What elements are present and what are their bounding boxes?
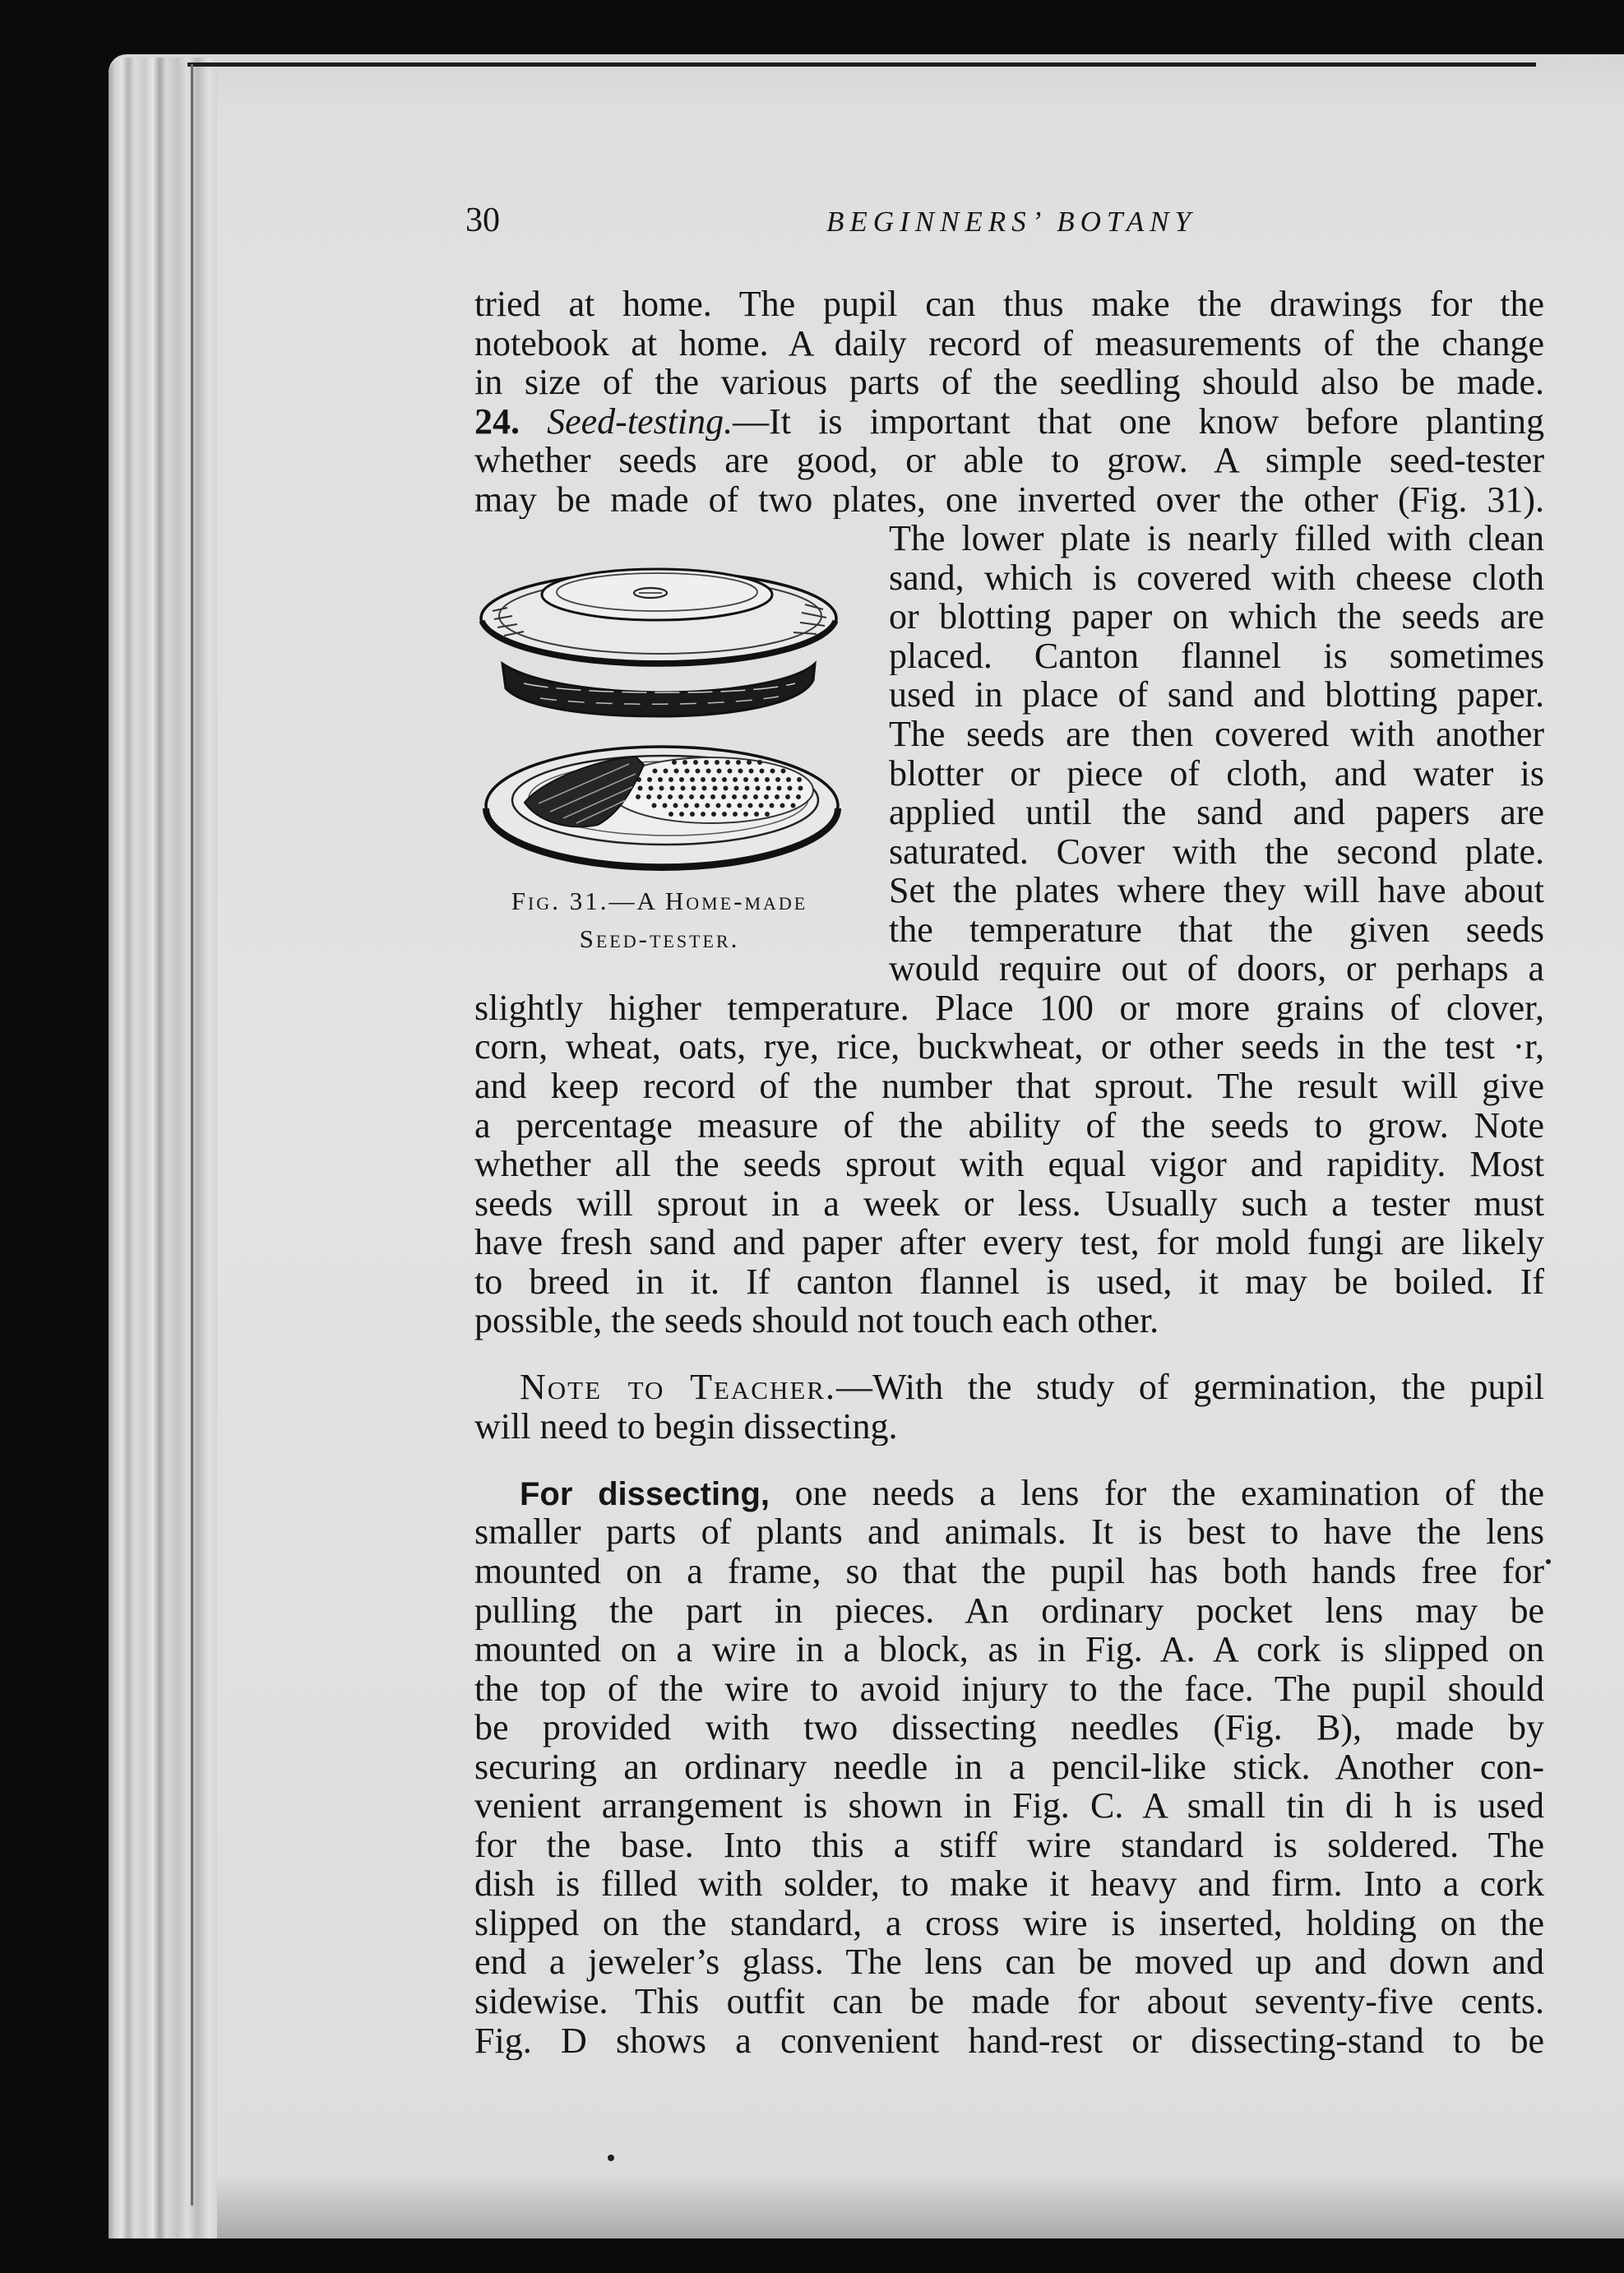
- text-line: and keep record of the number that sprout. The result will give: [474, 1066, 1544, 1106]
- page-stack-edge: [109, 58, 217, 2238]
- text-line: Set the plates where they will have about: [889, 871, 1544, 910]
- text-line: pulling the part in pieces. An ordinary pocket lens may be: [474, 1590, 1544, 1631]
- section-heading-line: [474, 402, 1544, 442]
- text-line: mounted on a wire in a block, as in Fig. A. A cork is slipped on: [474, 1630, 1544, 1669]
- section-number: 24.: [474, 401, 520, 442]
- text-line: corn, wheat, oats, rye, rice, buckwheat, or other seeds in the test ·r,: [474, 1027, 1544, 1067]
- upper-plate: [481, 569, 836, 716]
- page-top-edge: [187, 62, 1536, 67]
- figure-caption: Fig. 31.—A Home-made: [511, 887, 808, 916]
- note-to-teacher-line: [474, 1368, 1544, 1407]
- text-line: smaller parts of plants and animals. It is best to have the lens: [474, 1512, 1544, 1552]
- text-line: sidewise. This outfit can be made for about seventy-five cents.: [474, 1982, 1544, 2021]
- text-line: venient arrangement is shown in Fig. C. A small tin di h is used: [474, 1786, 1544, 1826]
- wrapped-text: [889, 519, 1544, 988]
- text-line: used in place of sand and blotting paper.: [889, 675, 1544, 715]
- text-line: slipped on the standard, a cross wire is inserted, holding on the: [474, 1903, 1544, 1943]
- text-line: placed. Canton flannel is sometimes: [889, 636, 1544, 676]
- text-line: tried at home. The pupil can thus make the drawings for the: [474, 285, 1544, 324]
- text-line: dish is filled with solder, to make it heavy and firm. Into a cork: [474, 1864, 1544, 1904]
- note-first-line-text: —With the study of germination, the pupil: [835, 1368, 1544, 1407]
- dissecting-lead: For dissecting,: [520, 1475, 770, 1512]
- page-edge-line: [191, 64, 193, 2206]
- text-line: The lower plate is nearly filled with clean: [889, 519, 1544, 558]
- text-line: sand, which is covered with cheese cloth: [889, 558, 1544, 598]
- text-line: possible, the seeds should not touch each other.: [474, 1301, 1159, 1340]
- text-line: saturated. Cover with the second plate.: [889, 831, 1544, 872]
- text-line: seeds will sprout in a week or less. Usually such a tester must: [474, 1183, 1544, 1224]
- text-line: notebook at home. A daily record of measurements of the change: [474, 323, 1544, 363]
- body-text: [474, 285, 1544, 2060]
- seed-tester-illustration: [474, 519, 889, 881]
- paragraph-gap: [474, 1340, 1544, 1368]
- text-line: whether seeds are good, or able to grow. A simple seed-tester: [474, 441, 1544, 480]
- text-line: end a jeweler’s glass. The lens can be moved up and down and: [474, 1942, 1544, 1982]
- print-speck: [1546, 1559, 1551, 1564]
- text-line: would require out of doors, or perhaps a: [889, 949, 1544, 988]
- paragraph-gap: [474, 1446, 1544, 1474]
- text-line: mounted on a frame, so that the pupil has both hands free for: [474, 1551, 1544, 1591]
- text-line: blotter or piece of cloth, and water is: [889, 753, 1544, 794]
- dissecting-heading-line: [474, 1474, 1544, 1513]
- text-line: the temperature that the given seeds: [889, 910, 1544, 950]
- text-line: whether all the seeds sprout with equal vigor and rapidity. Most: [474, 1145, 1544, 1184]
- running-title: BEGINNERS’ BOTANY: [826, 206, 1196, 238]
- text-line: have fresh sand and paper after every test, for mold fungi are likely: [474, 1223, 1544, 1262]
- page-number: 30: [465, 201, 500, 239]
- text-line: Fig. D shows a convenient hand-rest or dissecting-stand to be: [474, 2021, 1544, 2061]
- text-line: slightly higher temperature. Place 100 or more grains of clover,: [474, 988, 1544, 1028]
- text-line: The seeds are then covered with another: [889, 715, 1544, 754]
- figure: [474, 519, 889, 988]
- dissecting-first-line-text: one needs a lens for the examination of the: [794, 1473, 1544, 1513]
- section-first-line-text: —It is important that one know before planting: [733, 401, 1544, 442]
- print-speck: [608, 2155, 614, 2161]
- text-line: securing an ordinary needle in a pencil-like stick. Another con-: [474, 1747, 1544, 1787]
- text-line: may be made of two plates, one inverted over the other (Fig. 31).: [474, 479, 1544, 520]
- figure-row: [474, 519, 1544, 988]
- note-label: Note to Teacher.: [520, 1368, 836, 1407]
- text-line: a percentage measure of the ability of the seeds to grow. Note: [474, 1105, 1544, 1146]
- section-title: Seed-testing.: [547, 401, 733, 442]
- text-line: applied until the sand and papers are: [889, 793, 1544, 832]
- text-line: the top of the wire to avoid injury to the face. The pupil should: [474, 1669, 1544, 1709]
- text-line: or blotting paper on which the seeds are: [889, 597, 1544, 637]
- figure-caption: Seed-tester.: [579, 924, 740, 954]
- text-line: to breed in it. If canton flannel is used, it may be boiled. If: [474, 1261, 1544, 1302]
- text-line: will need to begin dissecting.: [474, 1406, 898, 1447]
- text-line: be provided with two dissecting needles (Fig. B), made by: [474, 1708, 1544, 1748]
- text-line: for the base. Into this a stiff wire standard is soldered. The: [474, 1825, 1544, 1865]
- text-line: in size of the various parts of the seedling should also be made.: [474, 363, 1544, 402]
